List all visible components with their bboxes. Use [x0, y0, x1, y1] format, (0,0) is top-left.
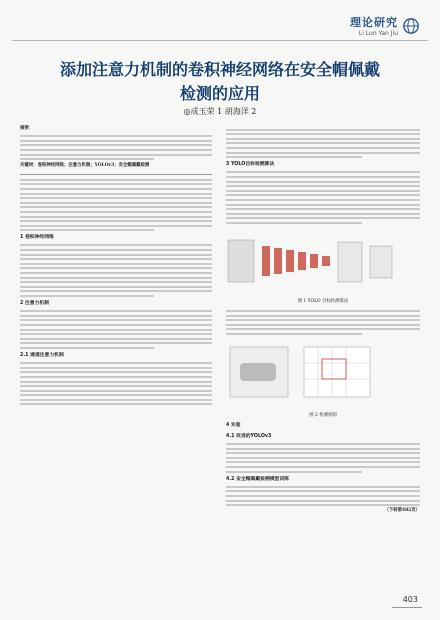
section-2-heading: 2 注意力机制 [20, 301, 49, 306]
continued-note: （下转第482页） [384, 508, 420, 514]
section-4-2-heading: 4.2 安全帽佩戴检测模型训练 [226, 476, 289, 482]
figure-2-detection-diagram [226, 341, 376, 407]
section-2-body [20, 310, 212, 349]
right-intro-body [226, 129, 420, 159]
fig1-followup-body [226, 310, 420, 335]
title-line-2: 检测的应用 [179, 84, 260, 103]
header-divider [12, 40, 428, 41]
journal-logo [350, 14, 420, 37]
abstract [20, 126, 212, 160]
section-3-body [226, 171, 420, 224]
left-column [20, 126, 212, 407]
section-4-1-body [226, 443, 420, 473]
logo-main-text: 理论研究 [350, 16, 398, 29]
title-line-1: 添加注意力机制的卷积神经网络在安全帽佩戴 [59, 60, 380, 79]
figure-2-caption: 图 2 检测机制 [309, 412, 337, 418]
abstract-label: 摘要： [20, 126, 34, 131]
figure-1-caption: 图 1 YOLO 目标检测算法 [297, 299, 349, 305]
section-1-body [20, 244, 212, 297]
intro-paragraph [20, 179, 212, 232]
page-number: 403 [402, 595, 418, 604]
logo-sub-text: Li Lun Yan Jiu [358, 30, 398, 37]
keywords [20, 163, 212, 170]
section-4-2-body [226, 486, 420, 506]
section-2-1-body [20, 362, 212, 405]
figure-1-yolo-diagram [226, 232, 396, 294]
abstract-divider [20, 174, 212, 175]
section-1-heading: 1 卷积神经网络 [20, 235, 54, 241]
section-4-heading: 4 实验 [226, 423, 241, 429]
authors: ◎成玉荣 1 胡海洋 2 [183, 107, 257, 116]
keywords-label: 关键词： [20, 163, 38, 169]
keywords-text: 卷积神经网络；注意力机制；YOLOv3；安全帽佩戴检测 [37, 163, 150, 169]
section-4-1-heading: 4.1 改进的YOLOv3 [226, 433, 272, 439]
page-number-rule [392, 607, 422, 608]
globe-icon [402, 17, 420, 35]
section-2-1-heading: 2.1 通道注意力机制 [20, 352, 64, 358]
section-3-heading: 3 YOLO目标检测算法 [226, 162, 275, 168]
right-column [226, 126, 420, 515]
paper-title [30, 58, 410, 106]
